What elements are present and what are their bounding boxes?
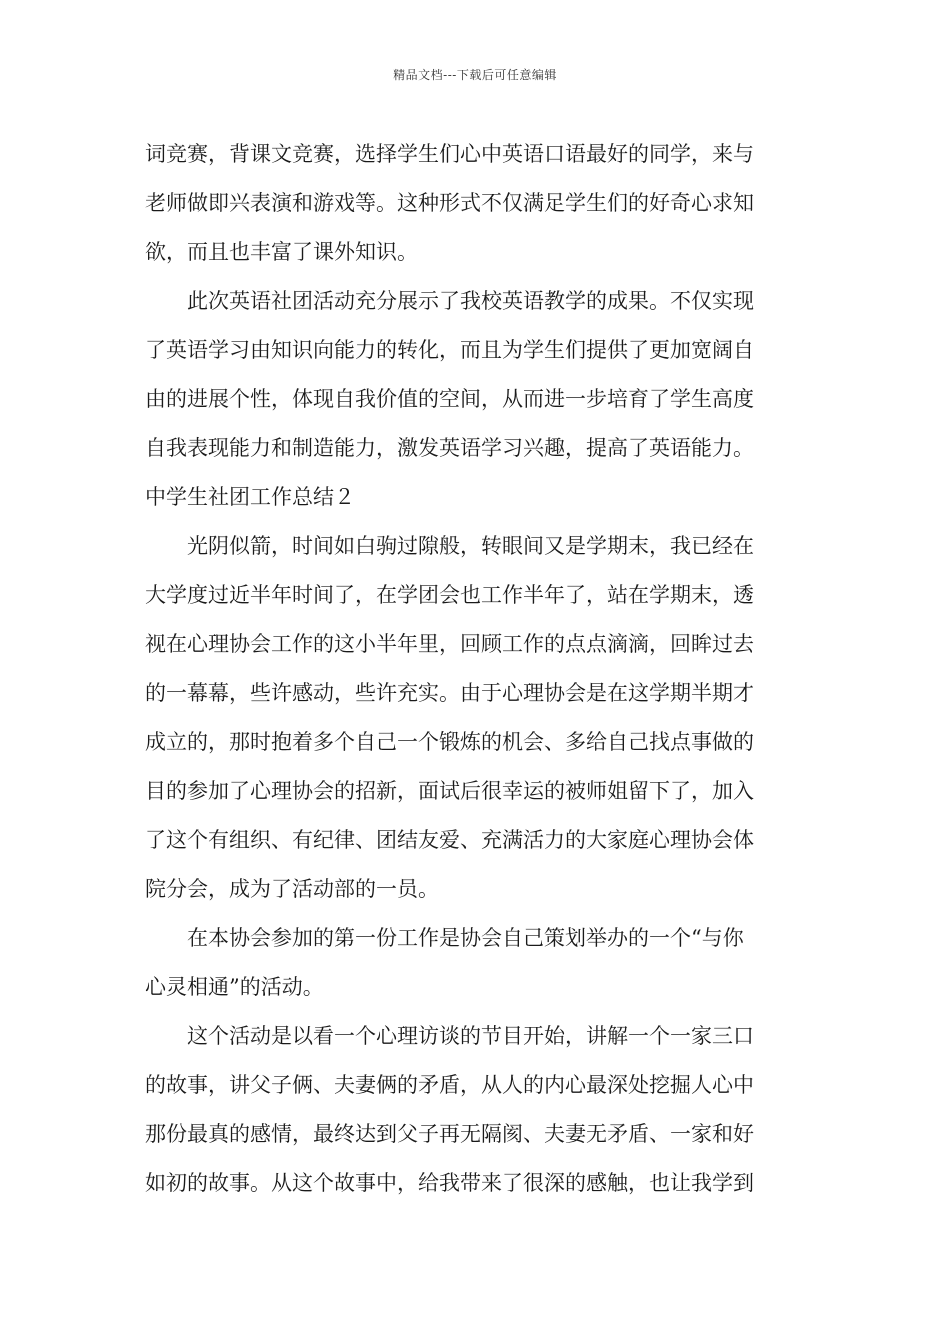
text-line: 如初的故事。从这个故事中，给我带来了很深的感触，也让我学到 [145,1171,754,1195]
text-line: 视在心理协会工作的这小半年里，回顾工作的点点滴滴，回眸过去 [145,632,754,656]
text-line: 院分会，成为了活动部的一员。 [145,877,439,901]
section-heading: 中学生社团工作总结２ [145,485,355,509]
text-line: 的一幕幕，些许感动，些许充实。由于心理协会是在这学期半期才 [145,681,754,705]
text-line: 自我表现能力和制造能力，激发英语学习兴趣，提高了英语能力。 [145,436,754,460]
text-line: 词竞赛，背课文竞赛，选择学生们心中英语口语最好的同学，来与 [145,142,754,166]
text-line: 此次英语社团活动充分展示了我校英语教学的成果。不仅实现 [187,289,754,313]
text-line: 了这个有组织、有纪律、团结友爱、充满活力的大家庭心理协会体 [145,828,754,852]
text-line: 的故事，讲父子俩、夫妻俩的矛盾，从人的内心最深处挖掘人心中 [145,1073,754,1097]
text-line: 由的进展个性，体现自我价值的空间，从而进一步培育了学生高度 [145,387,754,411]
text-line: 大学度过近半年时间了，在学团会也工作半年了，站在学期末，透 [145,583,754,607]
document-body [145,130,810,1208]
text-line: 了英语学习由知识向能力的转化，而且为学生们提供了更加宽阔自 [145,338,754,362]
text-line: 在本协会参加的第一份工作是协会自己策划举办的一个“与你 [187,926,744,950]
text-line: 那份最真的感情，最终达到父子再无隔阂、夫妻无矛盾、一家和好 [145,1122,754,1146]
text-line: 目的参加了心理协会的招新，面试后很幸运的被师姐留下了，加入 [145,779,754,803]
text-line: 老师做即兴表演和游戏等。这种形式不仅满足学生们的好奇心求知 [145,191,754,215]
text-line: 光阴似箭，时间如白驹过隙般，转眼间又是学期末，我已经在 [187,534,754,558]
text-line: 成立的，那时抱着多个自己一个锻炼的机会、多给自己找点事做的 [145,730,754,754]
text-line: 心灵相通”的活动。 [145,975,324,999]
text-line: 欲，而且也丰富了课外知识。 [145,240,418,264]
page-header: 精品文档---下载后可任意编辑 [393,68,557,82]
text-line: 这个活动是以看一个心理访谈的节目开始，讲解一个一家三口 [187,1024,754,1048]
